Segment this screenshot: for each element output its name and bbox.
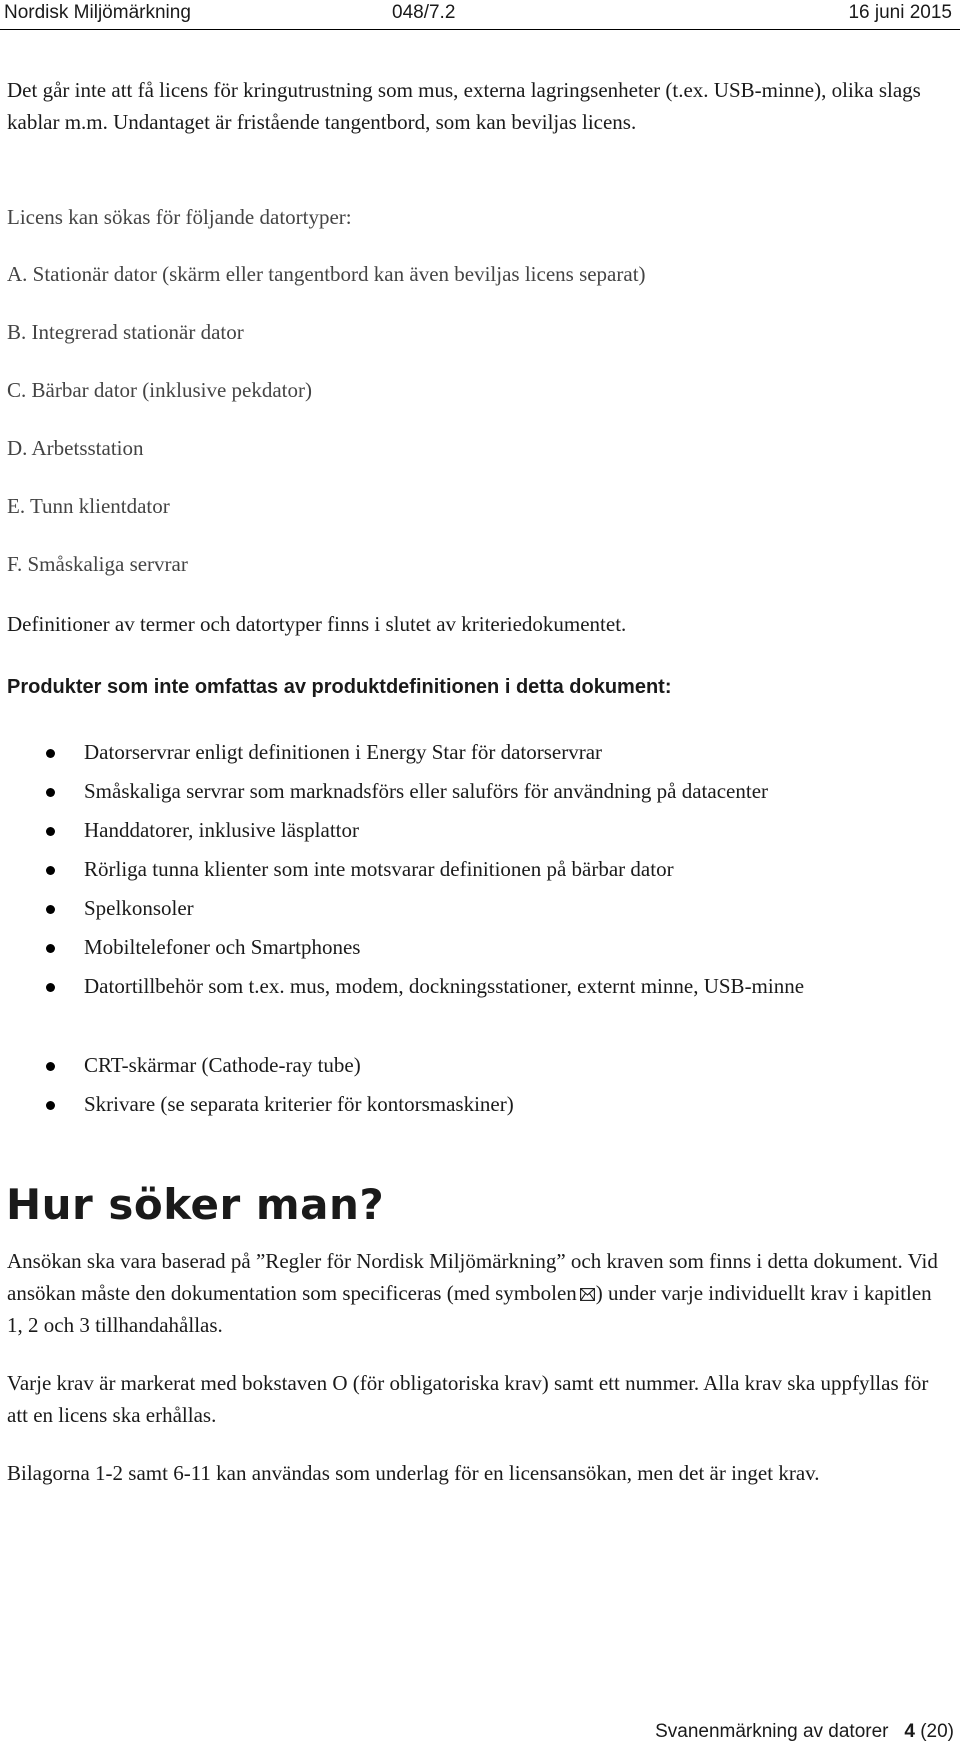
how-to-apply-heading: Hur söker man? <box>6 1180 385 1229</box>
bullet-icon <box>46 827 55 836</box>
page-number: 4 <box>904 1721 915 1742</box>
computer-type-item: A. Stationär dator (skärm eller tangentbord kan även beviljas licens separat) <box>7 262 646 286</box>
bullet-icon <box>46 944 55 953</box>
bullet-icon <box>46 788 55 797</box>
bullet-icon <box>46 749 55 758</box>
computer-type-item: B. Integrerad stationär dator <box>7 320 244 344</box>
header-organization: Nordisk Miljömärkning <box>4 2 191 23</box>
envelope-icon <box>580 1288 595 1301</box>
computer-type-item: C. Bärbar dator (inklusive pekdator) <box>7 378 312 402</box>
intro-paragraph: Det går inte att få licens för kringutrustning som mus, externa lagringsenheter (t.ex. USB-minne), olika slags kablar m.m. Undantaget är fristående tangentbord, som kan beviljas licens. <box>7 78 921 134</box>
bullet-icon <box>46 905 55 914</box>
appendices-paragraph: Bilagorna 1-2 samt 6-11 kan användas som underlag för en licensansökan, men det är inget krav. <box>7 1461 820 1485</box>
requirements-marking-paragraph: Varje krav är markerat med bokstaven O (för obligatoriska krav) samt ett nummer. Alla krav ska uppfyllas för att en licens ska erhållas. <box>7 1371 929 1427</box>
header-date: 16 juni 2015 <box>848 2 952 23</box>
excluded-products-heading: Produkter som inte omfattas av produktdefinitionen i detta dokument: <box>7 676 672 698</box>
page-header <box>0 0 960 30</box>
header-document-number: 048/7.2 <box>392 2 456 23</box>
bullet-icon <box>46 866 55 875</box>
bullet-icon <box>46 1101 55 1110</box>
computer-type-item: E. Tunn klientdator <box>7 494 170 518</box>
page-total: (20) <box>920 1721 954 1742</box>
computer-type-item: F. Småskaliga servrar <box>7 552 188 576</box>
definitions-note: Definitioner av termer och datortyper finns i slutet av kriteriedokumentet. <box>7 612 627 636</box>
computer-type-item: D. Arbetsstation <box>7 436 144 460</box>
footer-title: Svanenmärkning av datorer <box>655 1721 889 1742</box>
bullet-icon <box>46 1062 55 1071</box>
page-footer <box>655 1721 954 1743</box>
bullet-icon <box>46 983 55 992</box>
computer-types-lead: Licens kan sökas för följande datortyper: <box>7 205 352 229</box>
how-to-apply-paragraph: Ansökan ska vara baserad på ”Regler för Nordisk Miljömärkning” och kraven som finns i detta dokument. Vid ansökan måste den dokumentation som specificeras (med symbolen ) under varje individuellt krav i kapitlen 1, 2 och 3 tillhandahållas. <box>7 1249 938 1337</box>
